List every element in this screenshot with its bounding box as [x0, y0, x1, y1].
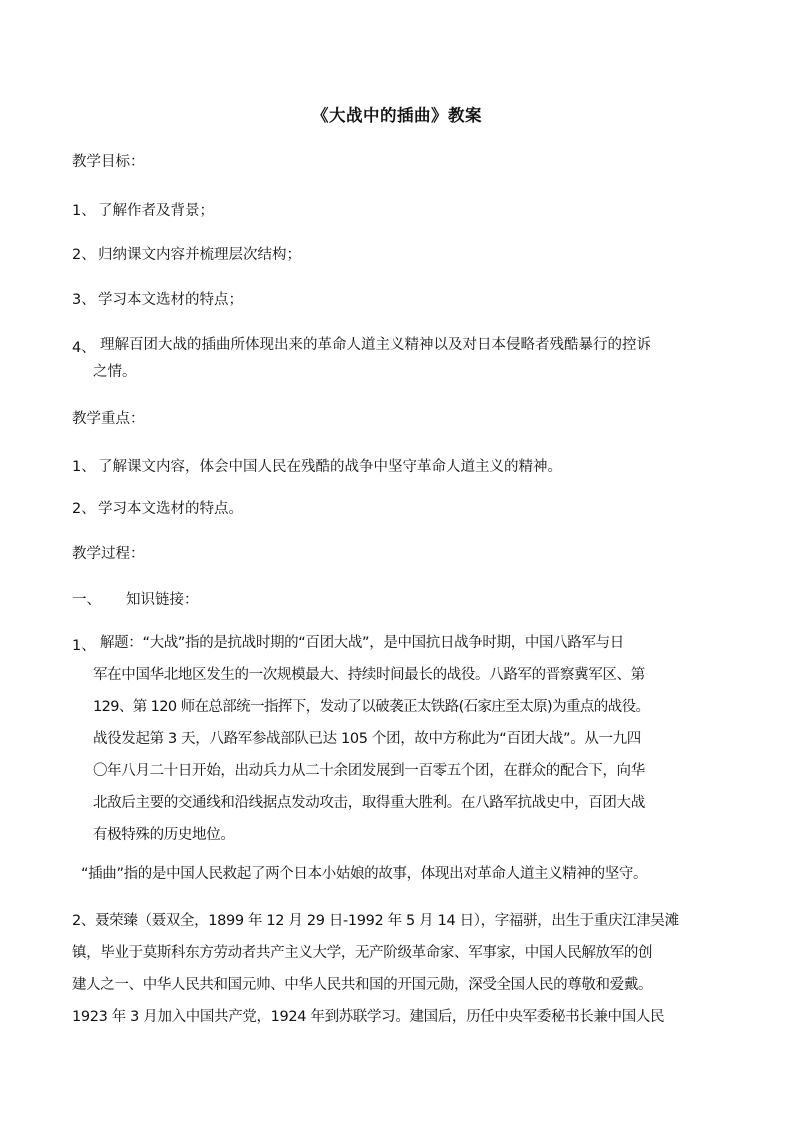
point-text-line: 129、第 120 师在总部统一指挥下，发动了以破袭正太铁路(石家庄至太原)为重点的战役。: [93, 699, 650, 715]
point-text-line: 镇，毕业于莫斯科东方劳动者共产主义大学，无产阶级革命家、军事家，中国人民解放军的创: [72, 945, 653, 961]
point-number: 1、: [72, 638, 96, 654]
point-text-line: 军在中国华北地区发生的一次规模最大、持续时间最长的战役。八路军的晋察冀军区、第: [93, 667, 645, 683]
section-number: 一、: [72, 592, 101, 608]
objective-text-line: 理解百团大战的插曲所体现出来的革命人道主义精神以及对日本侵略者残酷暴行的控诉: [100, 337, 651, 353]
focus-item-2: [72, 500, 737, 519]
section-label: 知识链接：: [126, 592, 199, 608]
objective-item-3: [72, 291, 737, 310]
objective-text: 学习本文选材的特点；: [98, 292, 243, 308]
point-text-line: 〇年八月二十日开始，出动兵力从二十余团发展到一百零五个团，在群众的配合下，向华: [93, 763, 645, 779]
objectives-heading: 教学目标：: [72, 154, 145, 170]
objective-item-1: [72, 202, 737, 221]
focus-text: 了解课文内容，体会中国人民在残酷的战争中坚守革命人道主义的精神。: [98, 459, 562, 475]
process-heading: 教学过程：: [72, 546, 145, 562]
objective-text: 归纳课文内容并梳理层次结构；: [98, 247, 301, 263]
focus-number: 2、: [72, 501, 96, 517]
point-text-line: 建人之一、中华人民共和国元帅、中华人民共和国的开国元勋，深受全国人民的尊敬和爱戴。: [72, 977, 653, 993]
objective-item-2: [72, 246, 737, 265]
point-text-line: 战役发起第 3 天，八路军参战部队已达 105 个团，故中方称此为“百团大战”。从一九四: [93, 731, 641, 747]
knowledge-point-2: [72, 912, 737, 1040]
objective-text: 了解作者及背景；: [98, 203, 214, 219]
focus-number: 1、: [72, 459, 96, 475]
objective-number: 1、: [72, 203, 96, 219]
objective-text-line: 之情。: [93, 364, 137, 380]
point-text-line: 北敌后主要的交通线和沿线据点发动攻击，取得重大胜利。在八路军抗战史中，百团大战: [93, 795, 645, 811]
objective-number: 3、: [72, 292, 96, 308]
point-text-line: 解题：“大战”指的是抗战时期的“百团大战”，是中国抗日战争时期，中国八路军与日: [100, 635, 624, 651]
section-knowledge-link: [72, 591, 737, 610]
document-title: 《大战中的插曲》教案: [312, 106, 482, 125]
focus-heading: 教学重点：: [72, 411, 145, 427]
point-text-line: 有极特殊的历史地位。: [93, 827, 235, 843]
point-text-line: 1923 年 3 月加入中国共产党，1924 年到苏联学习。建国后，历任中央军委秘书长兼中国人民: [72, 1009, 665, 1025]
focus-item-1: [72, 458, 737, 477]
focus-text: 学习本文选材的特点。: [98, 501, 243, 517]
objective-number: 2、: [72, 247, 96, 263]
interlude-note: “插曲”指的是中国人民救起了两个日本小姑娘的故事，体现出对革命人道主义精神的坚守。: [81, 866, 648, 882]
point-text-line: 2、聂荣臻（聂双全，1899 年 12 月 29 日-1992 年 5 月 14 日），字福骈，出生于重庆江津吴滩: [72, 913, 679, 929]
objective-number: 4、: [72, 340, 96, 356]
